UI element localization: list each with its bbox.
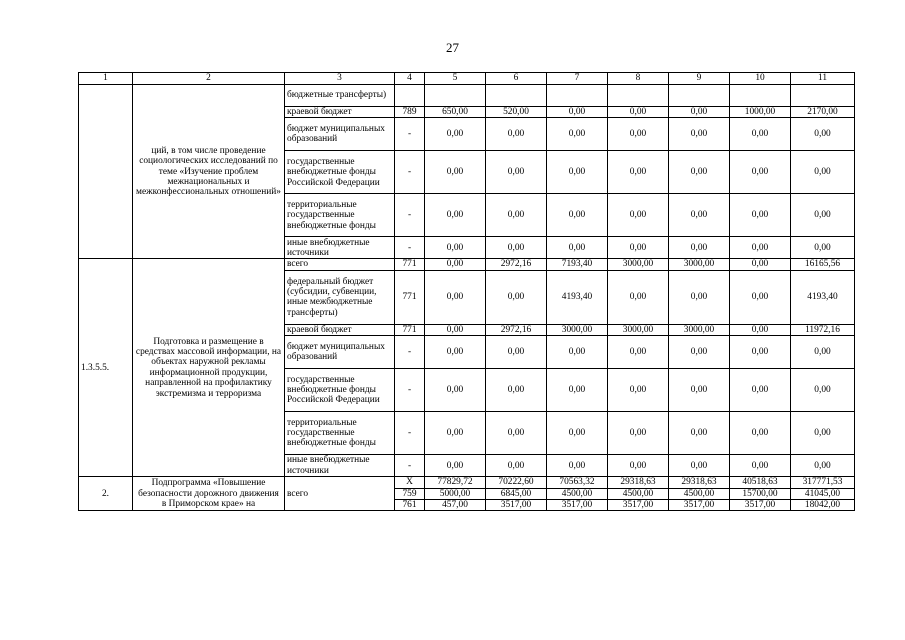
page-number: 27	[446, 40, 459, 55]
column-header: 10	[730, 73, 791, 85]
value-cell: 4500,00	[669, 488, 730, 499]
budget-code: 789	[395, 107, 425, 118]
value-cell: 15700,00	[730, 488, 791, 499]
value-cell: 0,00	[791, 336, 855, 369]
value-cell: 0,00	[547, 336, 608, 369]
value-cell: 0,00	[425, 118, 486, 151]
value-cell: 0,00	[425, 237, 486, 259]
value-cell: 2972,16	[486, 324, 547, 335]
row-number: 1.3.5.5.	[79, 259, 133, 477]
funding-source: территориальные государственные внебюджетные фонды	[285, 194, 395, 237]
value-cell: 0,00	[730, 324, 791, 335]
value-cell: 0,00	[669, 455, 730, 477]
value-cell: 0,00	[486, 369, 547, 412]
value-cell: 3517,00	[486, 500, 547, 511]
value-cell	[425, 85, 486, 107]
header-row	[79, 73, 855, 85]
value-cell: 0,00	[608, 151, 669, 194]
value-cell: 70563,32	[547, 477, 608, 488]
value-cell: 0,00	[425, 270, 486, 324]
value-cell: 0,00	[791, 455, 855, 477]
value-cell: 3517,00	[730, 500, 791, 511]
value-cell: 0,00	[669, 336, 730, 369]
value-cell: 0,00	[791, 118, 855, 151]
value-cell: 0,00	[669, 270, 730, 324]
value-cell: 0,00	[486, 118, 547, 151]
value-cell	[486, 85, 547, 107]
value-cell: 3517,00	[608, 500, 669, 511]
value-cell: 4500,00	[608, 488, 669, 499]
value-cell: 0,00	[547, 412, 608, 455]
value-cell: 41045,00	[791, 488, 855, 499]
value-cell: 3000,00	[608, 259, 669, 270]
value-cell: 0,00	[425, 259, 486, 270]
funding-source: федеральный бюджет (субсидии, субвенции, иные межбюджетные трансферты)	[285, 270, 395, 324]
value-cell: 0,00	[791, 194, 855, 237]
funding-source: иные внебюджетные источники	[285, 237, 395, 259]
value-cell	[791, 85, 855, 107]
column-header: 9	[669, 73, 730, 85]
value-cell: 4193,40	[791, 270, 855, 324]
column-header: 1	[79, 73, 133, 85]
value-cell: 0,00	[669, 151, 730, 194]
value-cell: 4500,00	[547, 488, 608, 499]
funding-source: краевой бюджет	[285, 324, 395, 335]
value-cell: 0,00	[730, 412, 791, 455]
value-cell: 0,00	[730, 151, 791, 194]
funding-source: краевой бюджет	[285, 107, 395, 118]
value-cell	[730, 85, 791, 107]
budget-table	[78, 72, 855, 511]
value-cell: 77829,72	[425, 477, 486, 488]
value-cell: 0,00	[486, 412, 547, 455]
value-cell: 0,00	[608, 270, 669, 324]
value-cell: 29318,63	[608, 477, 669, 488]
funding-source: всего	[285, 477, 395, 511]
funding-source: государственные внебюджетные фонды Российской Федерации	[285, 151, 395, 194]
value-cell	[547, 85, 608, 107]
value-cell: 0,00	[547, 194, 608, 237]
value-cell: 0,00	[547, 237, 608, 259]
value-cell: 650,00	[425, 107, 486, 118]
value-cell: 0,00	[730, 118, 791, 151]
value-cell: 0,00	[669, 237, 730, 259]
value-cell: 0,00	[669, 412, 730, 455]
value-cell: 3000,00	[547, 324, 608, 335]
value-cell: 0,00	[486, 237, 547, 259]
value-cell: 3517,00	[669, 500, 730, 511]
value-cell: 0,00	[547, 107, 608, 118]
table-row	[79, 85, 855, 107]
column-header: 4	[395, 73, 425, 85]
value-cell: 0,00	[669, 194, 730, 237]
budget-code: -	[395, 412, 425, 455]
budget-code: -	[395, 151, 425, 194]
value-cell: 0,00	[486, 270, 547, 324]
budget-code: 771	[395, 270, 425, 324]
funding-source: бюджет муниципальных образований	[285, 118, 395, 151]
column-header: 5	[425, 73, 486, 85]
funding-source: всего	[285, 259, 395, 270]
value-cell: 40518,63	[730, 477, 791, 488]
value-cell: 0,00	[730, 369, 791, 412]
value-cell: 70222,60	[486, 477, 547, 488]
column-header: 11	[791, 73, 855, 85]
value-cell: 0,00	[608, 237, 669, 259]
budget-code: 759	[395, 488, 425, 499]
value-cell: 0,00	[608, 118, 669, 151]
value-cell: 3000,00	[608, 324, 669, 335]
budget-code: -	[395, 369, 425, 412]
funding-source: иные внебюджетные источники	[285, 455, 395, 477]
value-cell: 3000,00	[669, 324, 730, 335]
row-number: 2.	[79, 477, 133, 511]
value-cell: 16165,56	[791, 259, 855, 270]
value-cell: 0,00	[547, 118, 608, 151]
value-cell: 0,00	[669, 369, 730, 412]
value-cell: 4193,40	[547, 270, 608, 324]
value-cell: 0,00	[547, 455, 608, 477]
value-cell: 0,00	[608, 336, 669, 369]
value-cell: 0,00	[608, 455, 669, 477]
value-cell: 0,00	[730, 194, 791, 237]
value-cell: 0,00	[730, 270, 791, 324]
value-cell: 0,00	[608, 369, 669, 412]
funding-source: территориальные государственные внебюджетные фонды	[285, 412, 395, 455]
value-cell: 2972,16	[486, 259, 547, 270]
value-cell: 7193,40	[547, 259, 608, 270]
value-cell: 0,00	[486, 455, 547, 477]
budget-code: -	[395, 455, 425, 477]
value-cell: 0,00	[730, 455, 791, 477]
value-cell: 0,00	[791, 369, 855, 412]
value-cell: 0,00	[730, 259, 791, 270]
column-header: 7	[547, 73, 608, 85]
value-cell: 0,00	[486, 194, 547, 237]
value-cell: 5000,00	[425, 488, 486, 499]
value-cell: 3000,00	[669, 259, 730, 270]
budget-code: 761	[395, 500, 425, 511]
value-cell: 520,00	[486, 107, 547, 118]
funding-source: бюджет муниципальных образований	[285, 336, 395, 369]
value-cell	[669, 85, 730, 107]
value-cell: 0,00	[547, 151, 608, 194]
activity-description: ций, в том числе проведение социологических исследований по теме «Изучение проблем межнациональных и межконфессиональных отношений»	[133, 85, 285, 259]
budget-code: X	[395, 477, 425, 488]
value-cell: 18042,00	[791, 500, 855, 511]
column-header: 2	[133, 73, 285, 85]
value-cell: 0,00	[425, 324, 486, 335]
table-row	[79, 259, 855, 270]
value-cell: 0,00	[791, 412, 855, 455]
value-cell: 0,00	[608, 194, 669, 237]
table-row	[79, 477, 855, 488]
activity-description: Подпрограмма «Повышение безопасности дорожного движения в Приморском крае» на	[133, 477, 285, 511]
value-cell: 0,00	[669, 107, 730, 118]
value-cell: 457,00	[425, 500, 486, 511]
value-cell: 0,00	[425, 455, 486, 477]
column-header: 3	[285, 73, 395, 85]
value-cell: 6845,00	[486, 488, 547, 499]
value-cell: 0,00	[608, 412, 669, 455]
activity-description: Подготовка и размещение в средствах массовой информации, на объектах наружной рекламы информационной продукции, направленной на профилактику экстремизма и терроризма	[133, 259, 285, 477]
value-cell: 0,00	[425, 194, 486, 237]
value-cell	[608, 85, 669, 107]
budget-code: -	[395, 118, 425, 151]
value-cell: 0,00	[425, 369, 486, 412]
value-cell: 0,00	[486, 151, 547, 194]
row-number	[79, 85, 133, 259]
value-cell: 0,00	[730, 336, 791, 369]
value-cell: 2170,00	[791, 107, 855, 118]
value-cell: 3517,00	[547, 500, 608, 511]
budget-code: -	[395, 237, 425, 259]
value-cell: 0,00	[669, 118, 730, 151]
budget-code: -	[395, 194, 425, 237]
value-cell: 0,00	[730, 237, 791, 259]
budget-code: 771	[395, 259, 425, 270]
column-header: 8	[608, 73, 669, 85]
value-cell: 29318,63	[669, 477, 730, 488]
value-cell: 0,00	[547, 369, 608, 412]
value-cell: 0,00	[486, 336, 547, 369]
value-cell: 0,00	[791, 151, 855, 194]
budget-code	[395, 85, 425, 107]
value-cell: 317771,53	[791, 477, 855, 488]
funding-source: бюджетные трансферты)	[285, 85, 395, 107]
budget-code: 771	[395, 324, 425, 335]
value-cell: 0,00	[425, 336, 486, 369]
value-cell: 0,00	[791, 237, 855, 259]
value-cell: 11972,16	[791, 324, 855, 335]
value-cell: 0,00	[425, 151, 486, 194]
value-cell: 0,00	[425, 412, 486, 455]
value-cell: 1000,00	[730, 107, 791, 118]
column-header: 6	[486, 73, 547, 85]
funding-source: государственные внебюджетные фонды Российской Федерации	[285, 369, 395, 412]
budget-code: -	[395, 336, 425, 369]
value-cell: 0,00	[608, 107, 669, 118]
